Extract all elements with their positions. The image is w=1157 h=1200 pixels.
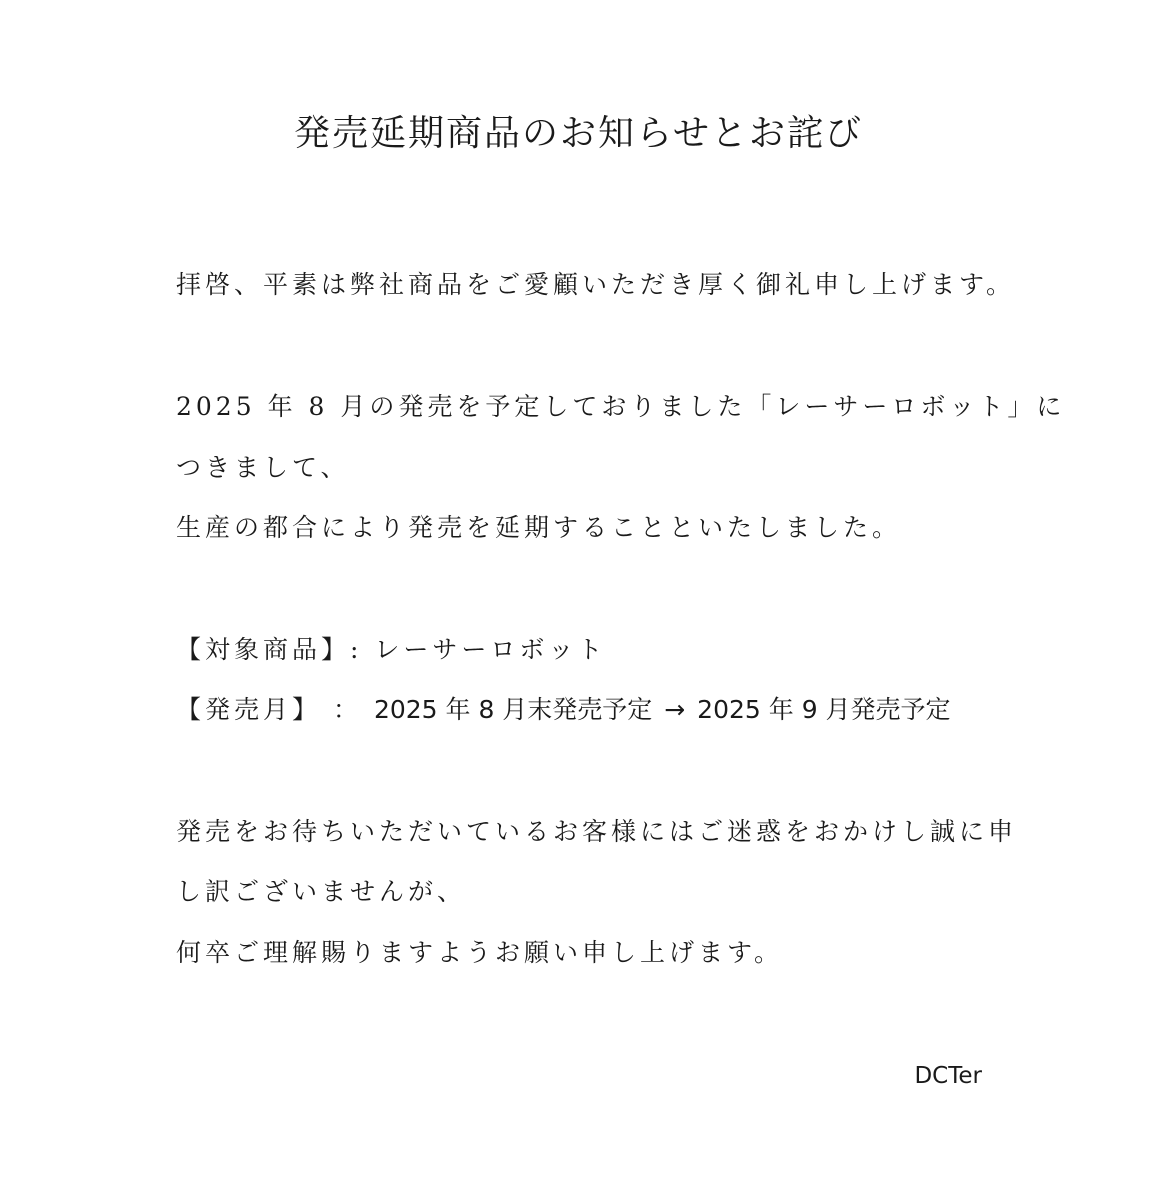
paragraph1-line3: 生産の都合により発売を延期することといたしました。: [176, 513, 902, 542]
new-release-date: 2025 年 9 月発売予定: [697, 695, 951, 724]
release-month-row: [176, 693, 951, 727]
old-release-date: 2025 年 8 月末発売予定: [373, 695, 653, 724]
product-detail-row: [176, 633, 606, 667]
arrow-icon: →: [664, 695, 686, 724]
document-title: 発売延期商品のお知らせとお詫び: [294, 113, 863, 154]
signature: DCTer: [914, 1063, 982, 1089]
paragraph1-line1: 2025 年 8 月の発売を予定しておりました「レーサーロボット」に: [176, 392, 1066, 421]
product-label: 【対象商品】:: [176, 635, 363, 664]
paragraph1-line2: つきまして、: [176, 453, 350, 482]
product-value: レーサーロボット: [374, 635, 607, 664]
paragraph2-line3: 何卒ご理解賜りますようお願い申し上げます。: [176, 938, 784, 967]
release-month-separator: ：: [332, 695, 362, 724]
paragraph2-line2: し訳ございませんが、: [176, 877, 467, 906]
greeting-line: 拝啓、平素は弊社商品をご愛顧いただき厚く御礼申し上げます。: [176, 270, 1016, 299]
paragraph2-line1: 発売をお待ちいただいているお客様にはご迷惑をおかけし誠に申: [176, 817, 1018, 846]
release-month-label: 【発売月】: [176, 695, 322, 724]
